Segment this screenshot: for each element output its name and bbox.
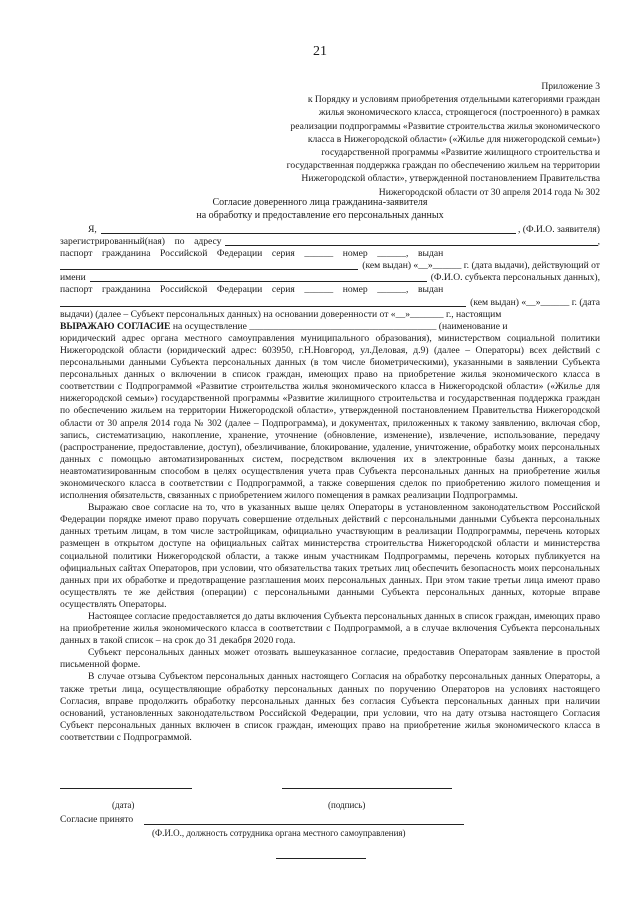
subject-name-caption: (Ф.И.О. субъекта персональных данных),: [430, 272, 600, 284]
date-caption: (дата): [112, 800, 135, 810]
paragraph-validity: Настоящее согласие предоставляется до даты включения Субъекта персональных данных в список граждан, имеющих право на приобретение жилья экономического класса в соответствии с Подпрограммой, а в случае включения Субъекта персональных данных в такой список – на срок до 31 декабря 2020 года.: [60, 611, 600, 647]
appendix-header: [240, 80, 600, 199]
consent-emphasis: ВЫРАЖАЮ СОГЛАСИЕ: [60, 320, 171, 332]
closing-divider: [276, 858, 366, 859]
subject-name-field[interactable]: [90, 281, 427, 282]
consent-body: [60, 224, 600, 744]
paragraph-after-revocation: В случае отзыва Субъектом персональных данных настоящего Согласия на обработку персональных данных Операторы, а также третьи лица, осуществляющие обработку персональных данных по поручению Операторов на условиях настоящего Согласия, вправе продолжить обработку персональных данных без согласия Субъекта персональных данных при наличии оснований, установленных законодательством Российской Федерации, при условии, что на дату отзыва настоящего Согласия Субъект персональных данных включен в список граждан, имеющих право на приобретение жилья экономического класса в соответствии с Подпрограммой.: [60, 671, 600, 743]
paragraph-actions: юридический адрес органа местного самоуправления муниципального образования), министерством социальной политики Нижегородской области (юридический адрес: 603950, г.Н.Новгород, ул.Деловая, д.9) (далее – Операторы) всех действий с персональными данными Субъекта персональных данных (в том числе биометрическими), указанными в заявлении Субъекта персональных данных о включении в список граждан, имеющих право на приобретение жилья экономического класса в соответствии с Подпрограммой «Развитие строительства жилья экономического класса в Нижегородской области» («Жилье для нижегородской семьи») государственной программы «Развитие жилищного строительства и государственная поддержка граждан по обеспечению жильем на территории Нижегородской области», утвержденной постановлением Правительства Нижегородской области от 30 апреля 2014 года № 302 (далее – Подпрограмма), и документах, приложенных к такому заявлению, включая сбор, запись, систематизацию, накопление, хранение, уточнение (обновление, изменение), извлечение, использование, передачу (распространение, предоставление, доступ), обезличивание, блокирование, удаление, уничтожение, обработку моих персональных данных с помощью автоматизированных систем, посредством включения их в электронные базы данных, а также неавтоматизированным способом в целях осуществления учета прав Субъекта персональных данных на приобретение жилья экономического класса в соответствии с Подпрограммой, а также совершения сделок по приобретению жилого помещения и исполнения обязательств, связанных с приобретением жилого помещения в рамках реализации Подпрограммы.: [60, 332, 600, 502]
on-behalf-text: имени: [60, 272, 86, 284]
issued-by-text-1: (кем выдан) «__»______ г. (дата выдачи), действующий от: [362, 260, 600, 272]
applicant-row: [60, 224, 600, 236]
appendix-line: государственной программы «Развитие жилищного строительства и: [321, 147, 600, 159]
issued-row-2: [60, 297, 600, 309]
issued-row-1: [60, 260, 600, 272]
appendix-line: государственная поддержка граждан по обеспечению жильем на территории: [286, 160, 600, 172]
power-of-attorney-row: выдачи) (далее – Субъект персональных данных) на основании доверенности от «__»_______ г., настоящим: [60, 308, 502, 320]
accepted-caption: (Ф.И.О., должность сотрудника органа местного самоуправления): [152, 828, 406, 838]
subject-name-row: [60, 272, 600, 284]
document-title: [0, 196, 640, 222]
passport-row-2: паспорт гражданина Российской Федерации серия ______ номер ______, выдан: [60, 284, 444, 296]
accepted-by-field[interactable]: [144, 824, 464, 825]
page-number: 21: [313, 44, 327, 59]
paragraph-third-parties: Выражаю свое согласие на то, что в указанных выше целях Операторы в установленном законодательством Российской Федерации порядке имеют право поручать совершение отдельных действий с персональными данными Субъекта персональных данных третьим лицам, в том числе застройщикам, официально участвующим в реализации Подпрограммы, перечень которых размещен в открытом доступе на официальных сайтах министерства строительства Нижегородской области и министерства социальной политики Нижегородской области, а также иным участникам Подпрограммы, перечень которых публикуется на официальных сайтах Операторов, при условии, что обязательства таких третьих лиц обеспечить безопасность моих персональных данных при их обработке и предотвращение разглашения моих персональных данных. При этом такие третьи лица имеют право осуществлять те же действия (операции) с персональными данными Субъекта персональных данных, которые вправе осуществлять Операторы.: [60, 502, 600, 610]
signature-field[interactable]: [282, 788, 452, 789]
paragraph-revocation: Субъект персональных данных может отозвать вышеуказанное согласие, предоставив Операторам заявление в простой письменной форме.: [60, 647, 600, 671]
consent-row: [60, 321, 600, 333]
passport-row-1: паспорт гражданина Российской Федерации серия ______ номер ______, выдан: [60, 248, 444, 260]
applicant-name-caption: , (Ф.И.О. заявителя): [518, 224, 600, 235]
issued-by-text-2: (кем выдан) «__»______ г. (дата: [470, 296, 600, 308]
signature-caption: (подпись): [328, 800, 366, 810]
appendix-line: Приложение 3: [541, 81, 600, 92]
appendix-line: к Порядку и условиям приобретения отдельными категориями граждан: [307, 94, 600, 106]
consent-rest: на осуществление _______________________________________ (наименование и: [170, 320, 508, 332]
issued-by-field-1[interactable]: [60, 269, 358, 270]
address-row: зарегистрированный(ная) по адресу ,: [60, 236, 600, 248]
title-line-1: Согласие доверенного лица гражданина-заявителя: [212, 197, 428, 208]
appendix-line: жилья экономического класса, строящегося (построенного) в рамках: [318, 107, 600, 119]
applicant-name-field[interactable]: [101, 233, 516, 234]
registered-text: зарегистрированный(ная) по адресу: [60, 236, 222, 248]
appendix-line: реализации подпрограммы «Развитие строительства жилья экономического: [290, 120, 600, 132]
address-field[interactable]: [225, 245, 597, 246]
title-line-2: на обработку и предоставление его персональных данных: [196, 210, 444, 221]
issued-by-field-2[interactable]: [60, 306, 466, 307]
appendix-line: Нижегородской области», утвержденной постановлением Правительства: [301, 173, 600, 185]
signature-block: [60, 786, 600, 842]
appendix-line: Нижегородской области от 30 апреля 2014 года № 302: [378, 186, 600, 198]
ya-text: Я,: [88, 224, 97, 235]
date-field[interactable]: [60, 788, 192, 789]
accepted-text: Согласие принято: [60, 814, 134, 825]
appendix-line: класса в Нижегородской области» («Жилье для нижегородской семьи»): [307, 133, 600, 145]
